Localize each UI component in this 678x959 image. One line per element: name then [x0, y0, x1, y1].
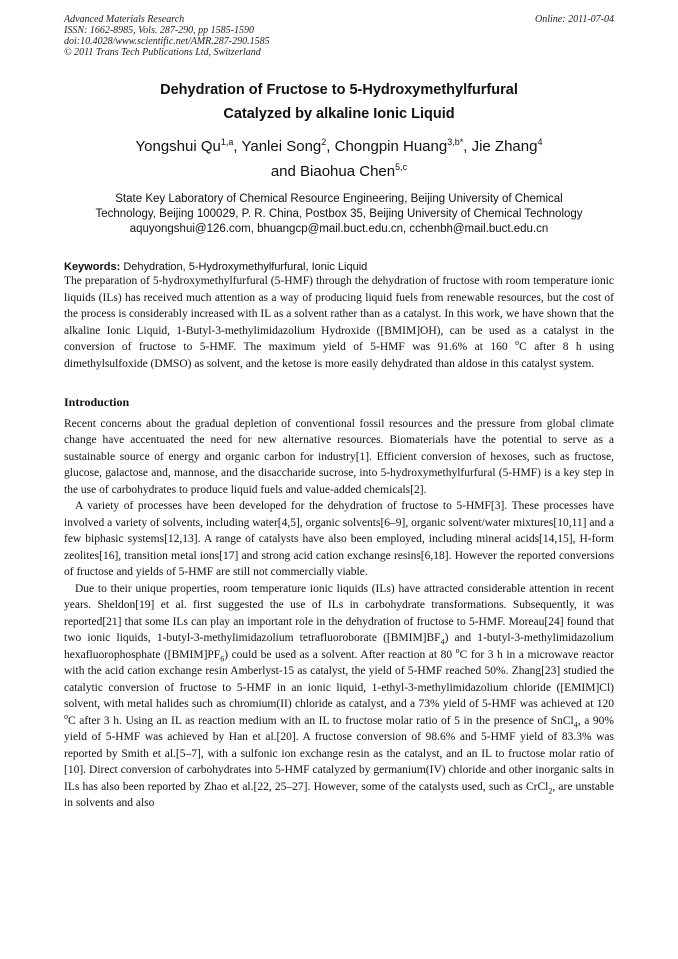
- author-sup: 2: [321, 137, 327, 147]
- keywords-label: Keywords:: [64, 261, 121, 273]
- text-run: ) and 1-butyl-3-methylimidazolium hexafluorophosphate ([BMIM]PF: [64, 632, 614, 661]
- text-run: ) could be used as a solvent. After reaction at 80: [224, 648, 456, 661]
- affiliation-line-2: Technology, Beijing 100029, P. R. China, Postbox 35, Beijing University of Chemical Technology: [95, 208, 583, 220]
- subscript: 4: [440, 637, 445, 647]
- text-run: , a 90% yield of 5-HMF was achieved by Han et al.[20]. A fructose conversion of 98.6% and 5-HMF yield of 83.3% was reported by Smith et al.[5–7], with a sulfonic ion exchange resin as the catalyst, and an IL to fructose molar ratio of [10]. Direct conversion of carbohydrates into 5-HMF catalyzed by germanium(IV) chloride and other inorganic salts in ILs has also been reported by Zhao et al.[22, 25–27]. However, some of the catalysts used, such as CrCl: [64, 714, 614, 793]
- author-sup: 3,b*: [447, 137, 464, 147]
- text-run: , are unstable in solvents and also: [64, 780, 614, 809]
- author-name: Yongshui Qu: [135, 138, 221, 155]
- subscript: 6: [220, 653, 225, 663]
- text-run: C for 3 h in a microwave reactor with the acid cation exchange resin Amberlyst-15 as catalyst, the yield of 5-HMF reached 50%. Zhang[23] studied the catalytic conversion of fructose to 5-HMF in an ionic liquid, 1-ethyl-3-methylimidazolium chloride ([EMIM]Cl) solvent, with metal halides such as chromium(II) chloride as catalyst, and a 73% yield of 5-HMF was achieved at 120: [64, 648, 614, 710]
- affiliation-line-1: State Key Laboratory of Chemical Resource Engineering, Beijing University of Chemical: [115, 193, 563, 205]
- doi-line[interactable]: doi:10.4028/www.scientific.net/AMR.287-290.1585: [64, 36, 270, 47]
- subscript: 2: [548, 785, 553, 795]
- online-date: Online: 2011-07-04: [535, 14, 614, 25]
- issn-line: ISSN: 1662-8985, Vols. 287-290, pp 1585-1590: [64, 25, 254, 36]
- keywords-text: Dehydration, 5-Hydroxymethylfurfural, Ionic Liquid: [123, 261, 368, 273]
- intro-paragraph-1: Recent concerns about the gradual depletion of conventional fossil resources and the pressure from global climate change have accentuated the need for new alternative resources. Biomaterials have the potential to serve as a sustainable source of energy and organic carbon for industry[1]. Efficient conversion of hexoses, such as fructose, glucose, galactose and, mannose, and the disaccharide sucrose, into 5-hydroxymethylfurfural (5-HMF) is a key step in the use of carbohydrates to produce liquid fuels and value-added chemicals[2].: [64, 417, 614, 496]
- keywords: [64, 261, 614, 273]
- paper-title: [64, 78, 614, 126]
- author-sup: 1,a: [220, 137, 234, 147]
- title-line-1: Dehydration of Fructose to 5-Hydroxymethylfurfural: [160, 82, 518, 98]
- author-sup: 4: [537, 137, 543, 147]
- author-name: Jie Zhang: [471, 138, 538, 155]
- author-name: Yanlei Song: [241, 138, 322, 155]
- copyright-line: © 2011 Trans Tech Publications Ltd, Switzerland: [64, 47, 261, 58]
- author-name: and Biaohua Chen: [270, 163, 396, 180]
- intro-paragraph-2: A variety of processes have been developed for the dehydration of fructose to 5-HMF[3]. These processes have involved a variety of solvents, including water[4,5], organic solvents[6–9], organic solvent/water mixtures[10,11] and a few biphasic systems[12,13]. A range of catalysts have also been employed, including mineral acids[14,15], H-form zeolites[16], transition metal ions[17] and strong acid cation exchange resins[6,18]. However the reported conversions of fructose and yields of 5-HMF are still not commercially viable.: [64, 500, 614, 578]
- paper-page: [64, 14, 614, 812]
- abstract-text: The preparation of 5-hydroxymethylfurfural (5-HMF) through the dehydration of fructose with room temperature ionic liquids (ILs) has received much attention as a way of producing liquid fuels from renewable resources, but the cost of the process is considerably increased with IL as a solvent rather than as a catalyst. In this work, we have shown that the alkaline Ionic Liquid, 1-Butyl-3-methylimidazolium Hydroxide ([BMIM]OH), can be used as a catalyst in the conversion of fructose to 5-HMF. The maximum yield of 5-HMF was 91.6% at 160: [64, 275, 614, 353]
- author-name: Chongpin Huang: [334, 138, 448, 155]
- author-list: Yongshui Qu$^{1,a}$, Yanlei Song$^2$, Chongpin Huang$^{3,b*}$, Jie Zhang$^4$ and Biaohua Chen$^{5,c}$: [135, 137, 543, 180]
- paper-body: [64, 273, 614, 812]
- text-run: Due to their unique properties, room temperature ionic liquids (ILs) have attracted considerable attention in recent years. Sheldon[19] et al. first suggested the use of ILs in carbohydrate transformations. Subsequently, it was reported[21] that some ILs can play an important role in the dehydration of fructose to 5-HMF. Moreau[24] found that two ionic liquids, 1-butyl-3-methylimidazolium tetrafluoroborate ([BMIM]BF: [64, 582, 614, 644]
- author-emails[interactable]: aquyongshui@126.com, bhuangcp@mail.buct.edu.cn, cchenbh@mail.buct.edu.cn: [129, 223, 549, 235]
- journal-header: [64, 14, 614, 58]
- degree-sup: o: [64, 711, 68, 721]
- affiliation: [64, 192, 614, 237]
- intro-paragraph-3: [64, 581, 614, 812]
- author-sup: 5,c: [395, 162, 408, 172]
- journal-name: Advanced Materials Research: [64, 14, 185, 25]
- abstract: [64, 273, 614, 372]
- degree-sup: o: [515, 338, 520, 348]
- title-line-2: Catalyzed by alkaline Ionic Liquid: [223, 106, 455, 122]
- text-run: C after 3 h. Using an IL as reaction medium with an IL to fructose molar ratio of 5 in the presence of SnCl: [68, 714, 574, 727]
- subscript: 4: [573, 719, 578, 729]
- abstract-text: C after 8 h using dimethylsulfoxide (DMSO) as solvent, and the ketose is more easily dehydrated than aldose in this catalyst system.: [64, 341, 614, 370]
- degree-sup: o: [455, 645, 460, 655]
- section-heading: Introduction: [64, 395, 130, 409]
